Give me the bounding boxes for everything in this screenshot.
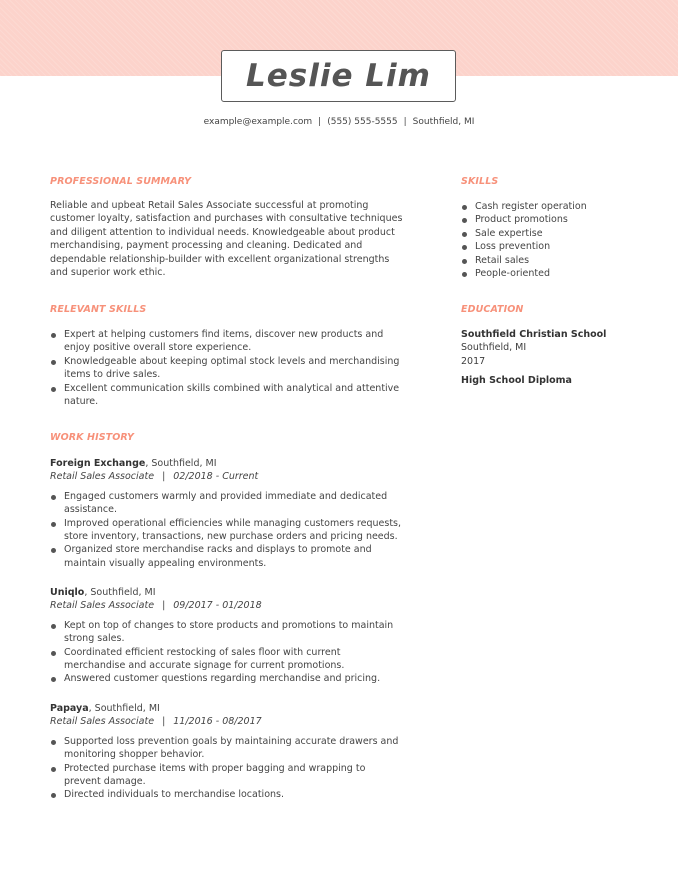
job-role: Retail Sales Associate (50, 716, 155, 728)
phone: (555) 555-5555 (327, 117, 398, 127)
separator: | (403, 117, 407, 127)
section-title-work-history: WORK HISTORY (50, 432, 134, 443)
school-name: Southfield Christian School (461, 329, 607, 340)
list-item: Sale expertise (461, 227, 651, 240)
summary-line: Reliable and upbeat Retail Sales Associate successful at promoting (50, 200, 369, 211)
list-item: Supported loss prevention goals by maintaining accurate drawers and monitoring shopper behavior. (50, 735, 422, 762)
job-bullets (50, 490, 422, 570)
school-location: Southfield, MI (461, 342, 527, 354)
job-bullets (50, 619, 422, 686)
job-header (50, 702, 422, 715)
company-name: Papaya (50, 703, 89, 714)
list-item: Organized store merchandise racks and displays to promote and maintain visually appealing environments. (50, 543, 422, 570)
job-title-line: Retail Sales Associate | 11/2016 - 08/2017 (50, 716, 262, 728)
job-bullets (50, 735, 422, 802)
location: Southfield, MI (412, 117, 475, 127)
job-entry (50, 457, 422, 570)
summary-line: and diligent attention to individual needs. Knowledgeable about product (50, 226, 395, 238)
job-entry (50, 702, 422, 802)
candidate-name: Leslie Lim (246, 58, 431, 94)
job-header (50, 586, 422, 599)
company-name: Uniqlo (50, 587, 85, 598)
job-location: , Southfield, MI (88, 703, 160, 714)
email: example@example.com (203, 117, 313, 127)
list-item: Coordinated efficient restocking of sales floor with current merchandise and accurate signage for current promotions. (50, 646, 422, 673)
job-title-line: Retail Sales Associate | 02/2018 - Current (50, 471, 259, 483)
list-item: Directed individuals to merchandise locations. (50, 788, 422, 801)
summary-line: dependable relationship-builder with excellent organizational strengths (50, 253, 390, 265)
list-item: Protected purchase items with proper bagging and wrapping to prevent damage. (50, 762, 422, 789)
job-dates: 02/2018 - Current (173, 471, 259, 483)
summary-line: and superior work ethic. (50, 267, 166, 279)
company-name: Foreign Exchange (50, 458, 146, 469)
list-item: Cash register operation (461, 200, 651, 213)
list-item: Product promotions (461, 213, 651, 226)
list-item: Expert at helping customers find items, discover new products and enjoy positive overall store experience. (50, 328, 430, 355)
summary-paragraph (50, 199, 430, 279)
section-title-skills: SKILLS (461, 176, 499, 187)
list-item: Loss prevention (461, 240, 651, 253)
section-title-professional-summary: PROFESSIONAL SUMMARY (50, 176, 192, 187)
list-item: Engaged customers warmly and provided immediate and dedicated assistance. (50, 490, 422, 517)
degree: High School Diploma (461, 375, 572, 387)
relevant-skills-list (50, 328, 430, 408)
list-item: Excellent communication skills combined with analytical and attentive nature. (50, 382, 430, 409)
separator: | (318, 117, 322, 127)
skills-list (461, 200, 651, 280)
name-box (221, 50, 456, 102)
graduation-year: 2017 (461, 355, 486, 367)
section-title-relevant-skills: RELEVANT SKILLS (50, 304, 147, 315)
section-title-education: EDUCATION (461, 304, 524, 315)
list-item: People-oriented (461, 267, 651, 280)
education-entry (461, 328, 641, 388)
list-item: Improved operational efficiencies while managing customers requests, store inventory, transactions, new purchase orders and pricing needs. (50, 517, 422, 544)
job-dates: 11/2016 - 08/2017 (173, 716, 262, 728)
job-dates: 09/2017 - 01/2018 (173, 600, 262, 612)
job-role: Retail Sales Associate (50, 600, 155, 612)
contact-line (0, 117, 678, 127)
list-item: Kept on top of changes to store products and promotions to maintain strong sales. (50, 619, 422, 646)
job-location: , Southfield, MI (145, 458, 217, 469)
job-title-line: Retail Sales Associate | 09/2017 - 01/2018 (50, 600, 262, 612)
job-role: Retail Sales Associate (50, 471, 155, 483)
job-entry (50, 586, 422, 686)
job-header (50, 457, 422, 470)
summary-line: customer loyalty, satisfaction and purchases with consultative techniques (50, 213, 403, 225)
list-item: Answered customer questions regarding merchandise and pricing. (50, 672, 422, 685)
list-item: Knowledgeable about keeping optimal stock levels and merchandising items to drive sales. (50, 355, 430, 382)
summary-line: merchandising, payment processing and cleaning. Dedicated and (50, 240, 363, 252)
job-location: , Southfield, MI (84, 587, 156, 598)
list-item: Retail sales (461, 254, 651, 267)
